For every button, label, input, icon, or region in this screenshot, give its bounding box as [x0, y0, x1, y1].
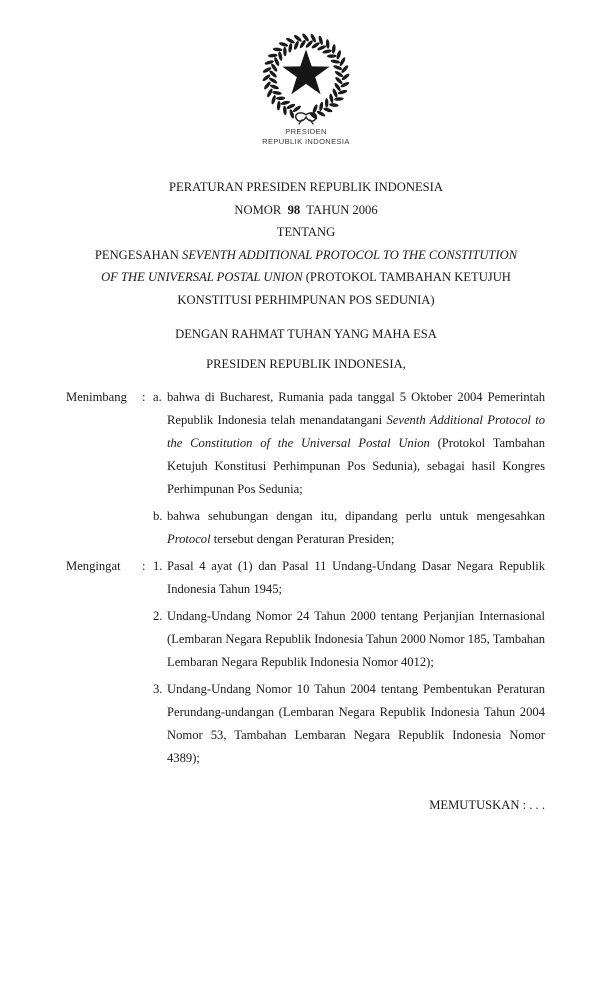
- legal-basis-item-2: [0, 605, 612, 674]
- item-text: bahwa di Bucharest, Rumania pada tanggal 5 Oktober 2004 Pemerintah Republik Indonesia telah menandatangani Seventh Additional Protocol to the Constitution of the Universal Postal Union (Protokol Tambahan Ketujuh Konstitusi Perhimpunan Pos Sedunia), sebagai hasil Kongres Perhimpunan Pos Sedunia;: [167, 390, 545, 496]
- legal-basis-item-1: [0, 555, 612, 601]
- item-marker: a.: [153, 390, 162, 404]
- star-icon: [282, 49, 329, 94]
- legal-basis-colon: :: [142, 559, 146, 573]
- considerations-colon: :: [142, 390, 146, 404]
- legal-basis-section: [0, 555, 612, 770]
- presidential-emblem: [0, 29, 612, 147]
- subject-line-3: KONSTITUSI PERHIMPUNAN POS SEDUNIA): [177, 292, 435, 307]
- emblem-caption-line2: REPUBLIK INDONESIA: [262, 137, 350, 146]
- item-marker: 1.: [153, 559, 163, 573]
- document-body: [0, 386, 612, 774]
- item-marker: b.: [153, 509, 163, 523]
- subject-line-2: OF THE UNIVERSAL POSTAL UNION (PROTOKOL TAMBAHAN KETUJUH: [101, 270, 511, 284]
- wreath-bow-tails-icon: [299, 119, 314, 124]
- invocation-line: DENGAN RAHMAT TUHAN YANG MAHA ESA: [175, 327, 437, 341]
- legal-basis-item-3: [0, 678, 612, 770]
- item-text: Undang-Undang Nomor 10 Tahun 2004 tentang Pembentukan Peraturan Perundang-undangan (Lembaran Negara Republik Indonesia Tahun 2004 Nomor 53, Tambahan Lembaran Negara Republik Indonesia Nomor 4389);: [167, 682, 545, 765]
- consideration-item-a: [0, 386, 612, 501]
- authority-line: PRESIDEN REPUBLIK INDONESIA,: [206, 356, 406, 371]
- star-wreath-emblem-icon: [260, 29, 352, 125]
- emblem-caption-line1: PRESIDEN: [285, 127, 327, 136]
- title-block: [0, 176, 612, 311]
- considerations-label: Menimbang: [66, 390, 127, 404]
- legal-basis-label: Mengingat: [66, 559, 121, 573]
- invocation-block: [0, 323, 612, 375]
- considerations-section: [0, 386, 612, 551]
- consideration-item-b: [0, 505, 612, 551]
- item-text: Undang-Undang Nomor 24 Tahun 2000 tentang Perjanjian Internasional (Lembaran Negara Republik Indonesia Tahun 2000 Nomor 185, Tambahan Lembaran Negara Republik Indonesia Nomor 4012);: [167, 609, 545, 669]
- item-marker: 3.: [153, 682, 163, 696]
- regulation-title: PERATURAN PRESIDEN REPUBLIK INDONESIA: [169, 180, 443, 194]
- decision-line: MEMUTUSKAN : . . .: [429, 798, 545, 812]
- regulation-number: NOMOR 98 TAHUN 2006: [234, 202, 378, 217]
- tentang-label: TENTANG: [276, 225, 336, 239]
- item-text: bahwa sehubungan dengan itu, dipandang perlu untuk mengesahkan Protocol tersebut dengan Peraturan Presiden;: [167, 509, 545, 546]
- subject-line-1: PENGESAHAN SEVENTH ADDITIONAL PROTOCOL TO THE CONSTITUTION: [94, 247, 518, 262]
- item-marker: 2.: [153, 609, 163, 623]
- item-text: Pasal 4 ayat (1) dan Pasal 11 Undang-Undang Dasar Negara Republik Indonesia Tahun 1945;: [167, 559, 545, 596]
